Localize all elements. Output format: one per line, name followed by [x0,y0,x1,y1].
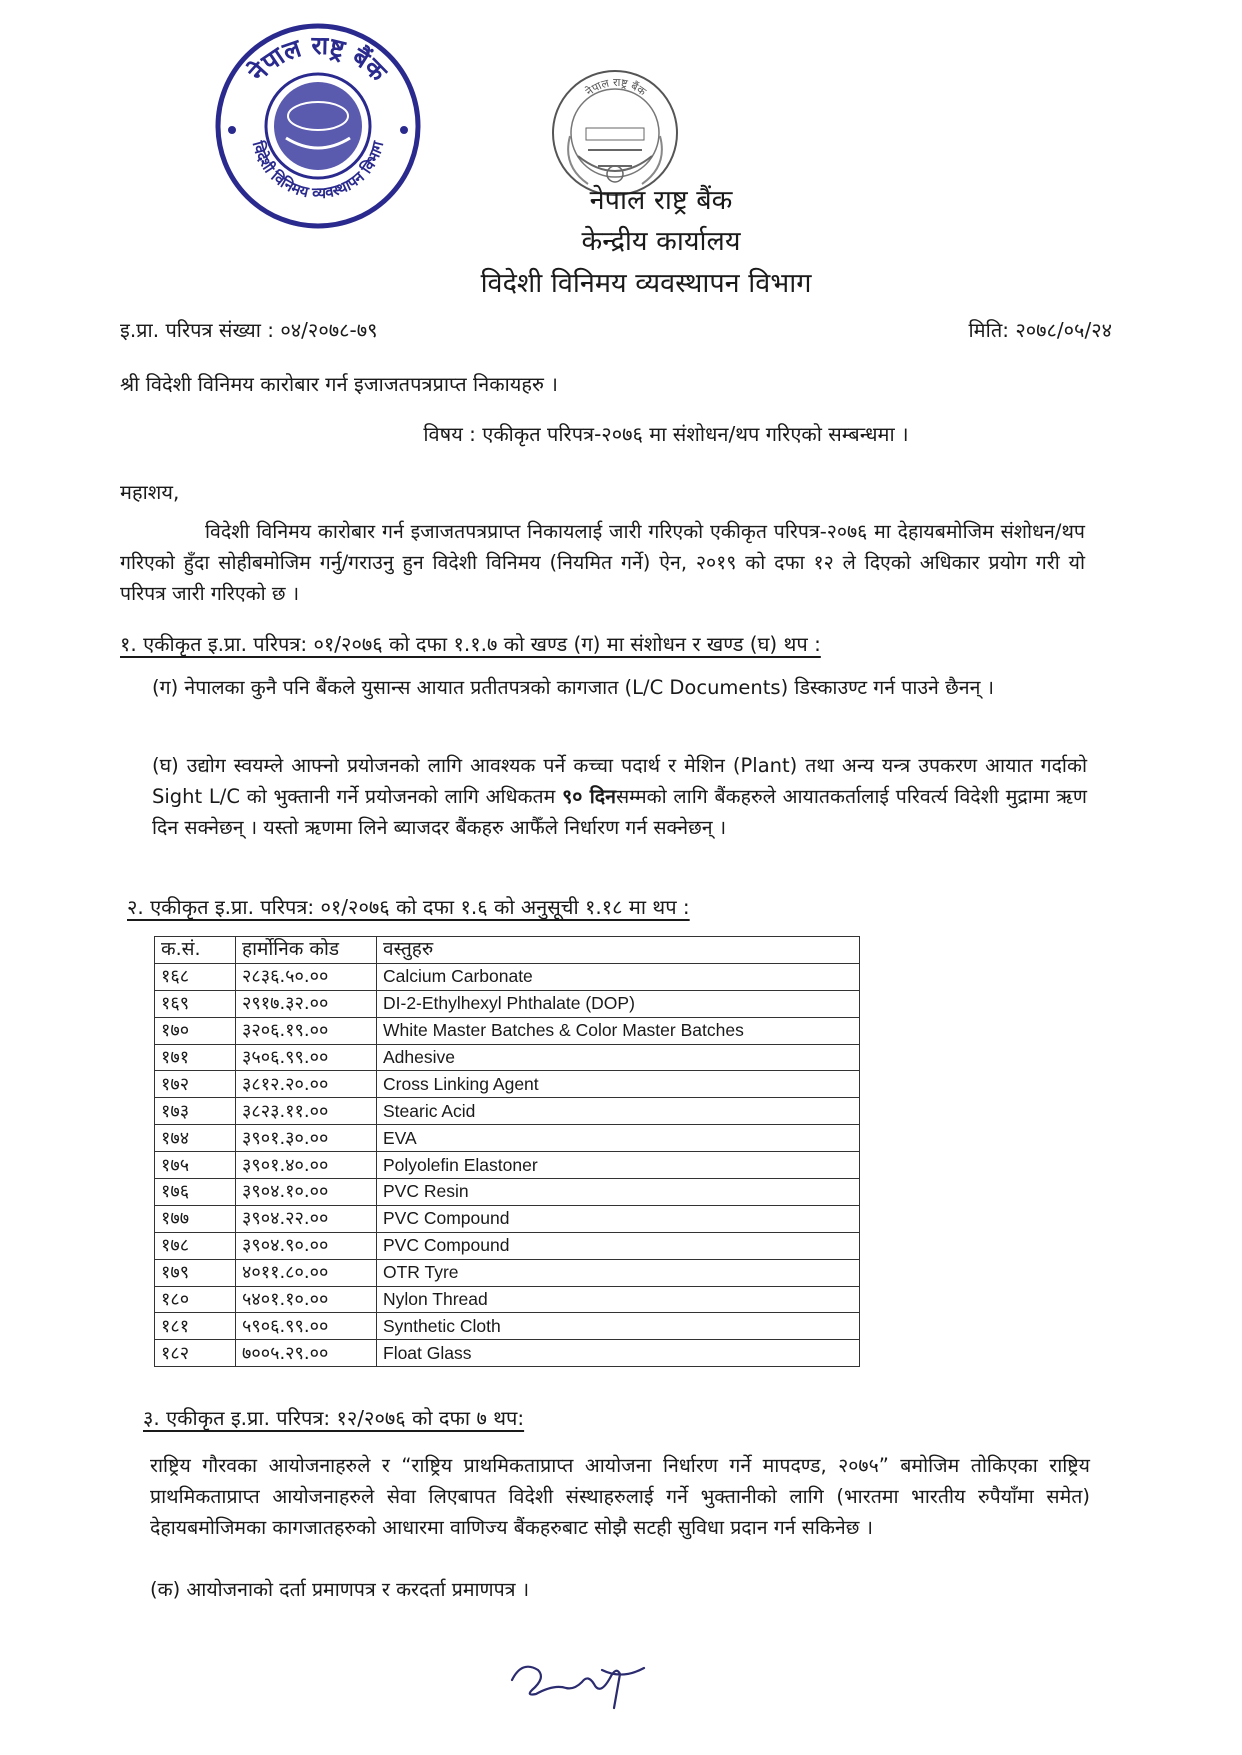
table-row [155,1071,860,1098]
row-item: Stearic Acid [377,1098,860,1125]
circular-date: मिति: २०७८/०५/२४ [968,318,1112,342]
row-item: Cross Linking Agent [377,1071,860,1098]
clause-ga: (ग) नेपालका कुनै पनि बैंकले युसान्स आयात प्रतीतपत्रको कागजात (L/C Documents) डिस्काउण्ट गर्न पाउने छैनन् । [152,676,994,699]
row-hs-code: २९१७.३२.०० [236,990,377,1017]
row-serial: १७५ [155,1152,236,1179]
header-items: वस्तुहरु [377,937,860,964]
circular-number: इ.प्रा. परिपत्र संख्या : ०४/२०७८-७९ [120,318,378,342]
row-item: Calcium Carbonate [377,963,860,990]
table-row [155,1125,860,1152]
subject-line: विषय : एकीकृत परिपत्र-२०७६ मा संशोधन/थप गरिएको सम्बन्धमा । [423,422,909,446]
section-3-heading: ३. एकीकृत इ.प्रा. परिपत्र: १२/२०७६ को दफा ७ थप: [143,1406,525,1430]
bank-name-heading: नेपाल राष्ट्र बैंक [589,185,733,216]
row-serial: १७० [155,1017,236,1044]
row-hs-code: ३२०६.१९.०० [236,1017,377,1044]
row-hs-code: ७००५.२९.०० [236,1340,377,1367]
row-hs-code: ३९०४.१०.०० [236,1179,377,1206]
row-item: Adhesive [377,1044,860,1071]
row-serial: १७७ [155,1205,236,1232]
row-hs-code: ३९०१.४०.०० [236,1152,377,1179]
row-item: Polyolefin Elastoner [377,1152,860,1179]
table-row [155,990,860,1017]
header-serial: क.सं. [155,937,236,964]
row-serial: १७१ [155,1044,236,1071]
row-serial: १६९ [155,990,236,1017]
row-serial: १७९ [155,1259,236,1286]
clause-gha [152,750,1087,843]
row-hs-code: ३८१२.२०.०० [236,1071,377,1098]
table-row [155,1179,860,1206]
table-row [155,1205,860,1232]
addressee: श्री विदेशी विनिमय कारोबार गर्न इजाजतपत्रप्राप्त निकायहरु । [120,372,558,396]
office-name-heading: केन्द्रीय कार्यालय [581,226,741,257]
department-name-heading: विदेशी विनिमय व्यवस्थापन विभाग [480,268,812,299]
table-row [155,1152,860,1179]
clause-gha-text-start: (घ) उद्योग स्वयम्ले आफ्नो प्रयोजनको लागि आवश्यक पर्ने कच्चा पदार्थ र मेशिन (Plant) तथा अन्य यन्त्र उपकरण आयात गर्दाको Sight L/C को भुक्तानी गर्ने प्रयोजनको लागि अधिकतम [152,754,1087,808]
signature [502,1630,652,1720]
svg-text:नेपाल राष्ट्र बैंक: नेपाल राष्ट्र बैंक [583,75,649,99]
table-row [155,963,860,990]
row-hs-code: ३८२३.११.०० [236,1098,377,1125]
row-serial: १८१ [155,1313,236,1340]
table-row [155,1259,860,1286]
table-row [155,1286,860,1313]
row-serial: १७४ [155,1125,236,1152]
row-serial: १८२ [155,1340,236,1367]
row-item: PVC Resin [377,1179,860,1206]
clause-gha-text-end: सम्मको लागि बैंकहरुले आयातकर्तालाई परिवर्त्य विदेशी मुद्रामा ऋण दिन सक्नेछन् । यस्तो ऋणमा लिने ब्याजदर बैंकहरु आफैँले निर्धारण गर्न सक्नेछन् । [152,785,1087,839]
row-hs-code: ४०११.८०.०० [236,1259,377,1286]
row-hs-code: ५४०१.१०.०० [236,1286,377,1313]
svg-text:विदेशी विनिमय व्यवस्थापन विभाग: विदेशी विनिमय व्यवस्थापन विभाग [248,139,388,203]
row-item: White Master Batches & Color Master Batches [377,1017,860,1044]
row-item: PVC Compound [377,1232,860,1259]
row-item: OTR Tyre [377,1259,860,1286]
table-row [155,1340,860,1367]
clause-gha-max-days: ९० दिन [562,785,616,808]
row-item: PVC Compound [377,1205,860,1232]
row-item: Nylon Thread [377,1286,860,1313]
row-hs-code: ३९०४.२२.०० [236,1205,377,1232]
section-2-heading: २. एकीकृत इ.प्रा. परिपत्र: ०१/२०७६ को दफा १.६ को अनुसूची १.१८ मा थप : [127,895,690,919]
table-row [155,1313,860,1340]
row-hs-code: २८३६.५०.०० [236,963,377,990]
row-item: Float Glass [377,1340,860,1367]
row-hs-code: ५९०६.९९.०० [236,1313,377,1340]
row-serial: १८० [155,1286,236,1313]
table-row [155,1098,860,1125]
table-row [155,1017,860,1044]
row-item: DI-2-Ethylhexyl Phthalate (DOP) [377,990,860,1017]
section-3-paragraph: राष्ट्रिय गौरवका आयोजनाहरुले र “राष्ट्रिय प्राथमिकताप्राप्त आयोजना निर्धारण गर्ने मापदण्ड, २०७५” बमोजिम तोकिएका राष्ट्रिय प्राथमिकताप्राप्त आयोजनाहरुले सेवा लिएबापत विदेशी संस्थाहरुलाई गर्ने भुक्तानीको लागि (भारतमा भारतीय रुपैयाँमा समेत) देहायबमोजिमका कागजातहरुको आधारमा वाणिज्य बैंकहरुबाट सोझै सटही सुविधा प्रदान गर्न सकिनेछ । [150,1454,1090,1539]
row-serial: १७८ [155,1232,236,1259]
row-item: EVA [377,1125,860,1152]
salutation: महाशय, [120,480,180,504]
items-table [154,936,860,1367]
svg-text:नेपाल राष्ट्र बैंक: नेपाल राष्ट्र बैंक [242,30,393,87]
section-1-heading: १. एकीकृत इ.प्रा. परिपत्र: ०१/२०७६ को दफा १.१.७ को खण्ड (ग) मा संशोधन र खण्ड (घ) थप : [120,632,821,656]
header-hs-code: हार्मोनिक कोड [236,937,377,964]
table-row [155,1044,860,1071]
row-item: Synthetic Cloth [377,1313,860,1340]
row-serial: १६८ [155,963,236,990]
section-3-item-ka: (क) आयोजनाको दर्ता प्रमाणपत्र र करदर्ता प्रमाणपत्र । [150,1578,530,1601]
row-serial: १७६ [155,1179,236,1206]
intro-paragraph: विदेशी विनिमय कारोबार गर्न इजाजतपत्रप्राप्त निकायलाई जारी गरिएको एकीकृत परिपत्र-२०७६ मा देहायबमोजिम संशोधन/थप गरिएको हुँदा सोहीबमोजिम गर्नु/गराउनु हुन विदेशी विनिमय (नियमित गर्ने) ऐन, २०१९ को दफा १२ ले दिएको अधिकार प्रयोग गरी यो परिपत्र जारी गरिएको छ । [120,520,1085,605]
row-serial: १७२ [155,1071,236,1098]
row-hs-code: ३५०६.९९.०० [236,1044,377,1071]
row-hs-code: ३९०४.९०.०० [236,1232,377,1259]
row-serial: १७३ [155,1098,236,1125]
row-hs-code: ३९०१.३०.०० [236,1125,377,1152]
table-header-row [155,937,860,964]
table-row [155,1232,860,1259]
